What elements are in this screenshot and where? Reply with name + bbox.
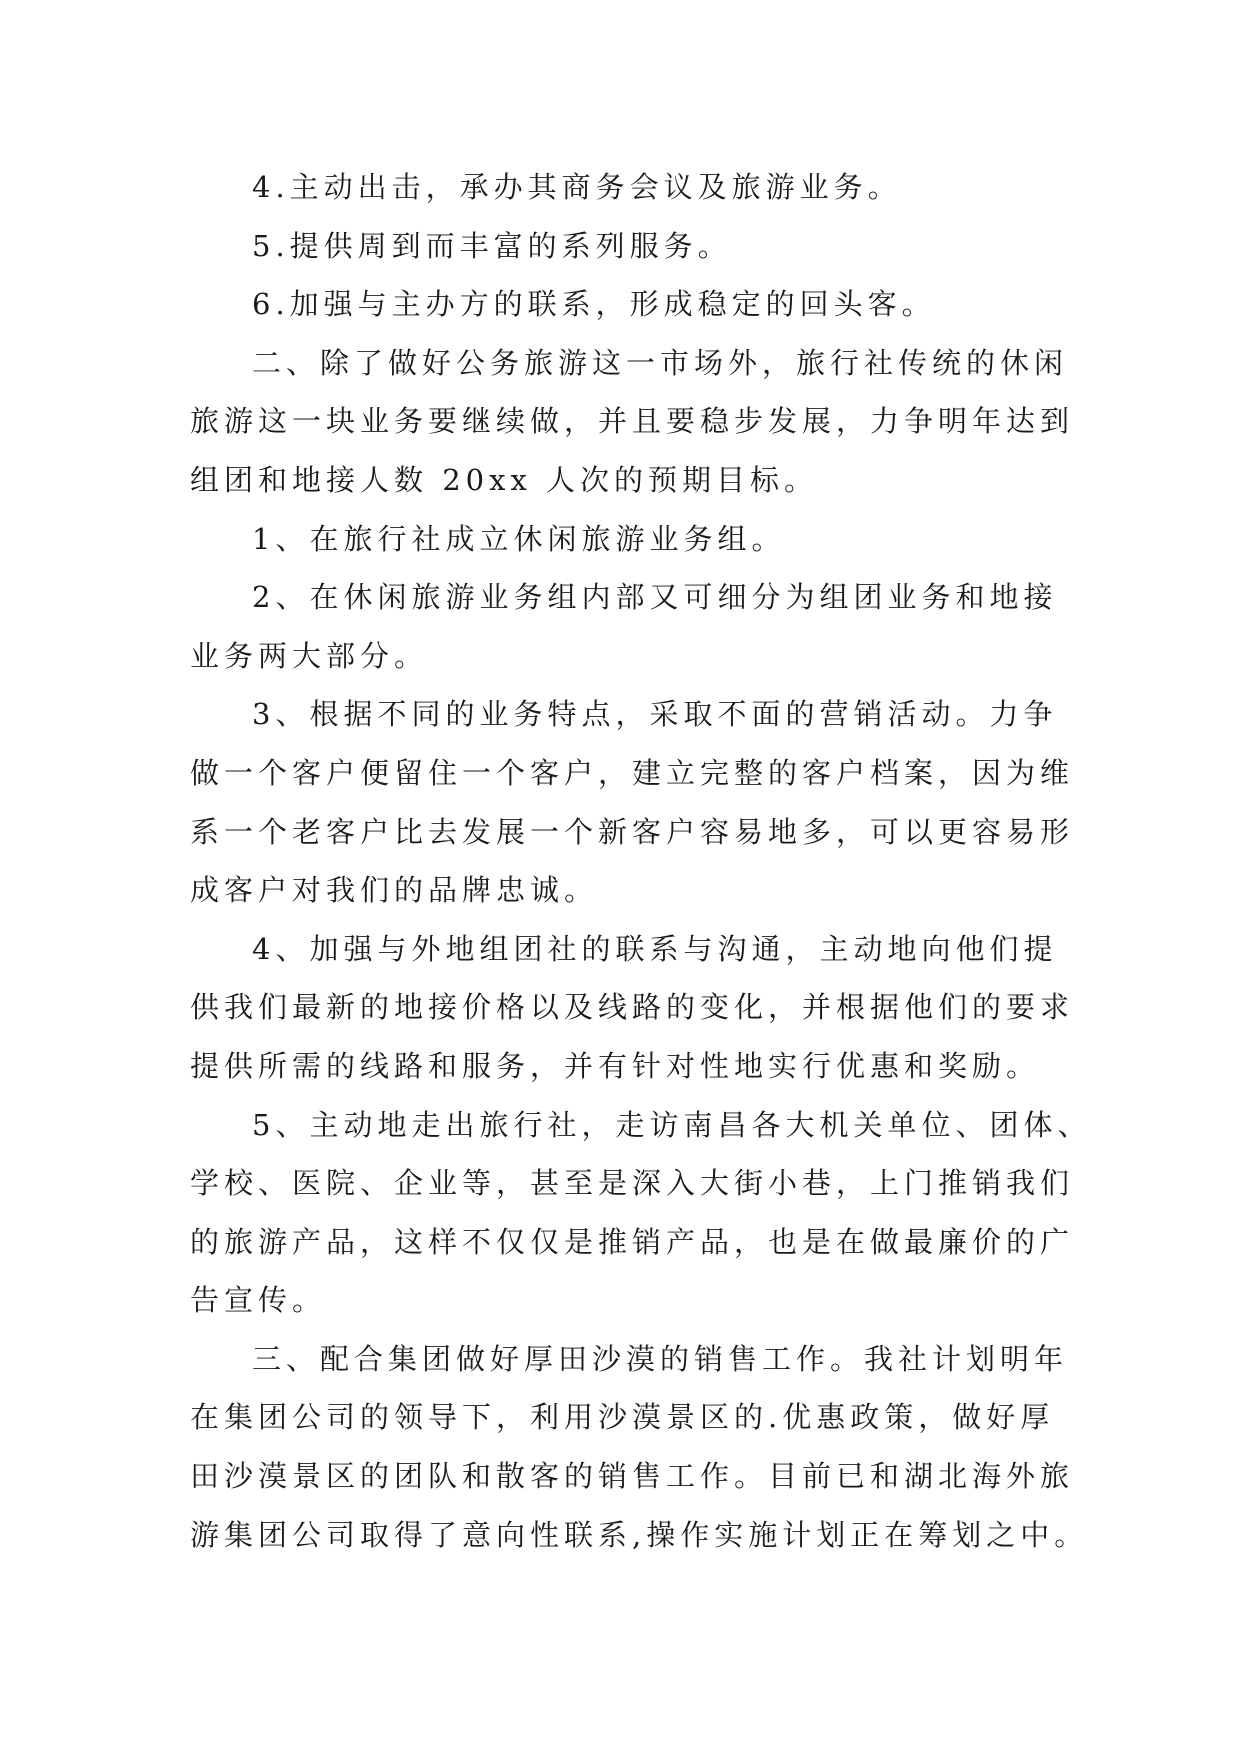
document-body: [190, 158, 1092, 1564]
text-line: 二、除了做好公务旅游这一市场外，旅行社传统的休闲: [252, 345, 1069, 380]
text-line: 三、配合集团做好厚田沙漠的销售工作。我社计划明年: [252, 1341, 1069, 1376]
text-line: 游集团公司取得了意向性联系,操作实施计划正在筹划之中。: [190, 1517, 1089, 1552]
paragraph-sub-3: [190, 685, 1075, 919]
text-line: 做一个客户便留住一个客户，建立完整的客户档案，因为维: [190, 755, 1075, 790]
text-line: 业务两大部分。: [190, 638, 429, 673]
paragraph-sub-2: [190, 568, 1060, 685]
text-line: 5、主动地走出旅行社，走访南昌各大机关单位、团体、: [252, 1107, 1092, 1142]
paragraph-sub-4: [190, 920, 1075, 1096]
text-line: 的旅游产品，这样不仅仅是推销产品，也是在做最廉价的广: [190, 1224, 1075, 1259]
paragraph-item-5: [190, 217, 1060, 276]
paragraph-sub-1: [190, 510, 1060, 569]
text-line: 旅游这一块业务要继续做，并且要稳步发展，力争明年达到: [190, 404, 1075, 439]
paragraph-item-4: [190, 158, 1060, 217]
text-line: 学校、医院、企业等，甚至是深入大街小巷，上门推销我们: [190, 1166, 1075, 1201]
paragraph-item-6: [190, 275, 1060, 334]
paragraph-section-three: [190, 1330, 1089, 1564]
text-line: 成客户对我们的品牌忠诚。: [190, 873, 599, 908]
text-line: 告宣传。: [190, 1283, 327, 1318]
paragraph-sub-5: [190, 1096, 1092, 1330]
text-line: 在集团公司的领导下，利用沙漠景区的.优惠政策，做好厚: [190, 1400, 1055, 1435]
text-line: 5.提供周到而丰富的系列服务。: [252, 228, 732, 263]
text-line: 3、根据不同的业务特点，采取不面的营销活动。力争: [252, 697, 1058, 732]
text-line: 提供所需的线路和服务，并有针对性地实行优惠和奖励。: [190, 1048, 1041, 1083]
text-line: 田沙漠景区的团队和散客的销售工作。目前已和湖北海外旅: [190, 1459, 1075, 1494]
text-line: 系一个老客户比去发展一个新客户容易地多，可以更容易形: [190, 814, 1075, 849]
paragraph-section-two: [190, 334, 1075, 510]
text-line: 1、在旅行社成立休闲旅游业务组。: [252, 521, 786, 556]
text-line: 4.主动出击，承办其商务会议及旅游业务。: [252, 170, 902, 204]
text-line: 2、在休闲旅游业务组内部又可细分为组团业务和地接: [252, 580, 1058, 615]
text-line: 6.加强与主办方的联系，形成稳定的回头客。: [252, 287, 936, 322]
text-line: 供我们最新的地接价格以及线路的变化，并根据他们的要求: [190, 990, 1075, 1025]
text-line: 4、加强与外地组团社的联系与沟通，主动地向他们提: [252, 931, 1058, 966]
text-line: 组团和地接人数 20xx 人次的预期目标。: [190, 462, 819, 497]
